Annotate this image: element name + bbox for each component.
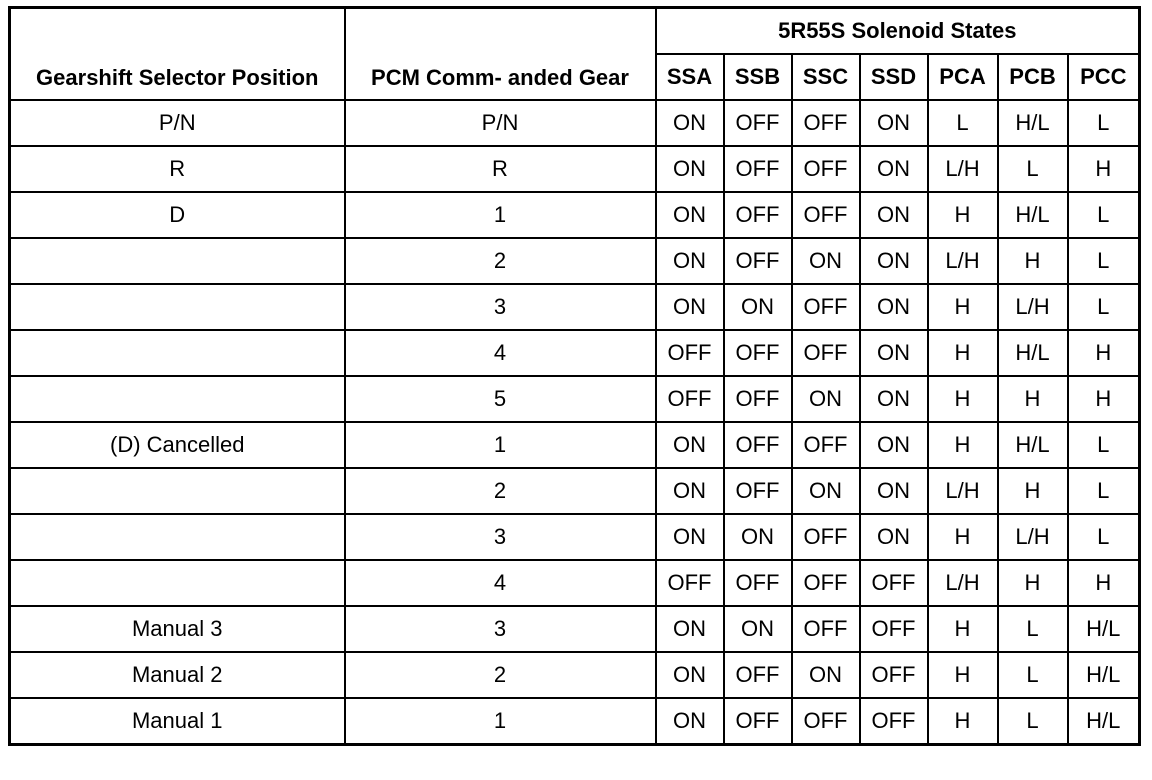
header-gearshift-selector-position: Gearshift Selector Position (10, 8, 345, 101)
cell-ssd: ON (860, 514, 928, 560)
cell-ssb: OFF (724, 698, 792, 745)
cell-ssb: OFF (724, 468, 792, 514)
cell-pcc: L (1068, 422, 1140, 468)
cell-ssa: ON (656, 146, 724, 192)
cell-ssb: ON (724, 284, 792, 330)
cell-ssb: OFF (724, 330, 792, 376)
cell-ssd: ON (860, 238, 928, 284)
cell-ssa: ON (656, 100, 724, 146)
cell-ssd: OFF (860, 698, 928, 745)
table-row (10, 514, 1140, 560)
cell-ssd: OFF (860, 606, 928, 652)
cell-ssa: ON (656, 514, 724, 560)
cell-pcc: L (1068, 514, 1140, 560)
cell-ssb: ON (724, 514, 792, 560)
cell-ssd: ON (860, 100, 928, 146)
cell-selector-position: (D) Cancelled (10, 422, 345, 468)
cell-pca: H (928, 606, 998, 652)
cell-pcb: L/H (998, 284, 1068, 330)
cell-pcb: L (998, 606, 1068, 652)
cell-pcc: H (1068, 330, 1140, 376)
table-body (10, 100, 1140, 745)
cell-pca: L/H (928, 468, 998, 514)
cell-pcc: H/L (1068, 606, 1140, 652)
header-pcb: PCB (998, 54, 1068, 100)
cell-pcc: L (1068, 100, 1140, 146)
cell-pcb: L (998, 146, 1068, 192)
cell-ssd: ON (860, 284, 928, 330)
cell-ssd: ON (860, 468, 928, 514)
table-row (10, 606, 1140, 652)
cell-commanded-gear: 2 (345, 468, 656, 514)
cell-pca: H (928, 514, 998, 560)
cell-pca: H (928, 192, 998, 238)
cell-commanded-gear: 1 (345, 422, 656, 468)
cell-pca: H (928, 422, 998, 468)
cell-ssa: ON (656, 238, 724, 284)
cell-selector-position (10, 514, 345, 560)
cell-pcc: L (1068, 284, 1140, 330)
header-ssc: SSC (792, 54, 860, 100)
cell-ssb: OFF (724, 238, 792, 284)
cell-ssa: ON (656, 652, 724, 698)
cell-pca: H (928, 652, 998, 698)
cell-pca: H (928, 376, 998, 422)
table-row (10, 284, 1140, 330)
cell-selector-position: Manual 2 (10, 652, 345, 698)
cell-pcc: H (1068, 146, 1140, 192)
cell-commanded-gear: 5 (345, 376, 656, 422)
cell-pcb: L (998, 652, 1068, 698)
cell-selector-position (10, 560, 345, 606)
cell-selector-position (10, 284, 345, 330)
cell-ssb: ON (724, 606, 792, 652)
cell-ssa: ON (656, 468, 724, 514)
cell-pca: H (928, 284, 998, 330)
header-ssb: SSB (724, 54, 792, 100)
cell-pcc: H (1068, 560, 1140, 606)
table-row (10, 192, 1140, 238)
cell-ssa: ON (656, 192, 724, 238)
cell-ssc: OFF (792, 698, 860, 745)
cell-selector-position: Manual 1 (10, 698, 345, 745)
table-row (10, 376, 1140, 422)
table-row (10, 468, 1140, 514)
cell-ssb: OFF (724, 376, 792, 422)
cell-commanded-gear: P/N (345, 100, 656, 146)
cell-ssc: OFF (792, 330, 860, 376)
cell-ssc: ON (792, 376, 860, 422)
cell-selector-position: P/N (10, 100, 345, 146)
cell-selector-position (10, 330, 345, 376)
table-row (10, 560, 1140, 606)
cell-pcb: H (998, 376, 1068, 422)
cell-pcb: H (998, 468, 1068, 514)
cell-commanded-gear: 1 (345, 698, 656, 745)
cell-commanded-gear: 2 (345, 238, 656, 284)
table-row (10, 330, 1140, 376)
cell-pcb: H/L (998, 422, 1068, 468)
cell-ssc: OFF (792, 514, 860, 560)
cell-ssd: ON (860, 146, 928, 192)
cell-ssa: OFF (656, 560, 724, 606)
cell-ssb: OFF (724, 146, 792, 192)
cell-pca: H (928, 330, 998, 376)
cell-pcb: H/L (998, 330, 1068, 376)
cell-commanded-gear: 3 (345, 514, 656, 560)
header-ssa: SSA (656, 54, 724, 100)
cell-selector-position (10, 468, 345, 514)
cell-commanded-gear: 3 (345, 606, 656, 652)
header-pcm-commanded-gear: PCM Comm- anded Gear (345, 8, 656, 101)
cell-ssc: OFF (792, 422, 860, 468)
cell-ssc: ON (792, 468, 860, 514)
cell-pcc: H (1068, 376, 1140, 422)
table-row (10, 238, 1140, 284)
cell-pcb: H (998, 238, 1068, 284)
cell-pca: L (928, 100, 998, 146)
cell-selector-position: R (10, 146, 345, 192)
cell-commanded-gear: 4 (345, 560, 656, 606)
cell-selector-position: Manual 3 (10, 606, 345, 652)
cell-commanded-gear: R (345, 146, 656, 192)
cell-ssb: OFF (724, 652, 792, 698)
header-ssd: SSD (860, 54, 928, 100)
table-row (10, 698, 1140, 745)
cell-commanded-gear: 2 (345, 652, 656, 698)
cell-pca: L/H (928, 238, 998, 284)
cell-ssd: OFF (860, 560, 928, 606)
cell-pcc: H/L (1068, 698, 1140, 745)
cell-pcc: H/L (1068, 652, 1140, 698)
cell-pcb: L/H (998, 514, 1068, 560)
cell-ssc: OFF (792, 606, 860, 652)
cell-pcc: L (1068, 238, 1140, 284)
table-row (10, 100, 1140, 146)
solenoid-states-table (8, 6, 1141, 746)
cell-commanded-gear: 1 (345, 192, 656, 238)
cell-pcb: L (998, 698, 1068, 745)
cell-ssd: OFF (860, 652, 928, 698)
header-pcc: PCC (1068, 54, 1140, 100)
cell-pca: H (928, 698, 998, 745)
cell-selector-position: D (10, 192, 345, 238)
cell-ssc: OFF (792, 100, 860, 146)
cell-ssd: ON (860, 422, 928, 468)
table-row (10, 146, 1140, 192)
table-row (10, 422, 1140, 468)
cell-pcb: H/L (998, 192, 1068, 238)
cell-ssd: ON (860, 376, 928, 422)
cell-pcb: H/L (998, 100, 1068, 146)
cell-ssb: OFF (724, 560, 792, 606)
cell-ssb: OFF (724, 100, 792, 146)
cell-ssa: ON (656, 606, 724, 652)
cell-selector-position (10, 238, 345, 284)
cell-ssa: ON (656, 284, 724, 330)
cell-pca: L/H (928, 560, 998, 606)
cell-ssa: ON (656, 698, 724, 745)
cell-commanded-gear: 4 (345, 330, 656, 376)
cell-ssd: ON (860, 192, 928, 238)
cell-ssc: OFF (792, 284, 860, 330)
cell-ssb: OFF (724, 422, 792, 468)
cell-commanded-gear: 3 (345, 284, 656, 330)
cell-ssb: OFF (724, 192, 792, 238)
cell-ssd: ON (860, 330, 928, 376)
cell-ssc: OFF (792, 560, 860, 606)
header-solenoid-states-group: 5R55S Solenoid States (656, 8, 1140, 55)
cell-ssc: ON (792, 238, 860, 284)
cell-selector-position (10, 376, 345, 422)
header-pca: PCA (928, 54, 998, 100)
table-row (10, 652, 1140, 698)
cell-ssa: OFF (656, 376, 724, 422)
cell-ssa: OFF (656, 330, 724, 376)
cell-pca: L/H (928, 146, 998, 192)
cell-ssc: OFF (792, 146, 860, 192)
cell-pcc: L (1068, 192, 1140, 238)
cell-ssa: ON (656, 422, 724, 468)
cell-pcb: H (998, 560, 1068, 606)
cell-pcc: L (1068, 468, 1140, 514)
cell-ssc: OFF (792, 192, 860, 238)
cell-ssc: ON (792, 652, 860, 698)
